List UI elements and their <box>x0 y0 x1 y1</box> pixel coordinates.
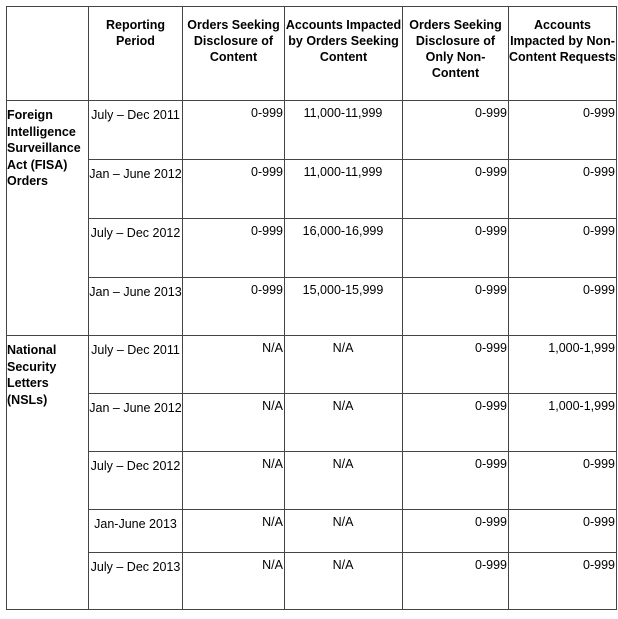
cell-accounts-content: N/A <box>285 452 403 510</box>
transparency-report <box>6 6 617 610</box>
cell-orders-content: 0-999 <box>183 219 285 278</box>
cell-orders-content: 0-999 <box>183 278 285 336</box>
cell-accounts-content: N/A <box>285 553 403 610</box>
cell-accounts-content: N/A <box>285 336 403 394</box>
table-row <box>7 278 617 336</box>
cell-accounts-noncontent: 0-999 <box>509 219 617 278</box>
cell-orders-content: N/A <box>183 452 285 510</box>
cell-accounts-content: 16,000-16,999 <box>285 219 403 278</box>
cell-orders-noncontent: 0-999 <box>403 394 509 452</box>
cell-period: Jan – June 2012 <box>89 160 183 219</box>
cell-orders-content: N/A <box>183 510 285 553</box>
cell-accounts-content: N/A <box>285 394 403 452</box>
cell-orders-content: N/A <box>183 553 285 610</box>
table-row <box>7 219 617 278</box>
cell-orders-noncontent: 0-999 <box>403 219 509 278</box>
table-row <box>7 160 617 219</box>
cell-accounts-noncontent: 0-999 <box>509 160 617 219</box>
table-row <box>7 394 617 452</box>
group-label: Foreign Intelligence Surveillance Act (FISA) Orders <box>7 101 89 336</box>
cell-period: Jan – June 2012 <box>89 394 183 452</box>
cell-accounts-noncontent: 0-999 <box>509 553 617 610</box>
header-cell-blank <box>7 7 89 101</box>
cell-orders-noncontent: 0-999 <box>403 510 509 553</box>
table-body <box>7 101 617 610</box>
cell-period: Jan-June 2013 <box>89 510 183 553</box>
cell-orders-content: N/A <box>183 336 285 394</box>
requests-table <box>6 6 617 610</box>
cell-accounts-content: 11,000-11,999 <box>285 101 403 160</box>
header-orders-content: Orders Seeking Disclosure of Content <box>183 7 285 101</box>
cell-accounts-noncontent: 0-999 <box>509 278 617 336</box>
cell-accounts-noncontent: 0-999 <box>509 510 617 553</box>
cell-period: July – Dec 2012 <box>89 452 183 510</box>
cell-orders-content: 0-999 <box>183 160 285 219</box>
cell-orders-noncontent: 0-999 <box>403 452 509 510</box>
table-row <box>7 553 617 610</box>
cell-accounts-content: 11,000-11,999 <box>285 160 403 219</box>
header-accounts-content: Accounts Impacted by Orders Seeking Content <box>285 7 403 101</box>
cell-accounts-noncontent: 1,000-1,999 <box>509 394 617 452</box>
header-reporting-period: Reporting Period <box>89 7 183 101</box>
table-row <box>7 510 617 553</box>
header-row <box>7 7 617 101</box>
cell-period: July – Dec 2011 <box>89 336 183 394</box>
cell-orders-noncontent: 0-999 <box>403 553 509 610</box>
table-row <box>7 452 617 510</box>
table-row <box>7 336 617 394</box>
cell-accounts-noncontent: 1,000-1,999 <box>509 336 617 394</box>
cell-orders-noncontent: 0-999 <box>403 336 509 394</box>
header-orders-noncontent: Orders Seeking Disclosure of Only Non-Content <box>403 7 509 101</box>
cell-accounts-noncontent: 0-999 <box>509 452 617 510</box>
cell-accounts-content: N/A <box>285 510 403 553</box>
cell-orders-noncontent: 0-999 <box>403 278 509 336</box>
cell-orders-noncontent: 0-999 <box>403 101 509 160</box>
cell-accounts-content: 15,000-15,999 <box>285 278 403 336</box>
cell-orders-content: 0-999 <box>183 101 285 160</box>
table-row <box>7 101 617 160</box>
cell-period: July – Dec 2011 <box>89 101 183 160</box>
cell-accounts-noncontent: 0-999 <box>509 101 617 160</box>
cell-orders-noncontent: 0-999 <box>403 160 509 219</box>
cell-period: July – Dec 2013 <box>89 553 183 610</box>
cell-orders-content: N/A <box>183 394 285 452</box>
cell-period: July – Dec 2012 <box>89 219 183 278</box>
header-accounts-noncontent: Accounts Impacted by Non-Content Requests <box>509 7 617 101</box>
group-label: National Security Letters (NSLs) <box>7 336 89 610</box>
cell-period: Jan – June 2013 <box>89 278 183 336</box>
